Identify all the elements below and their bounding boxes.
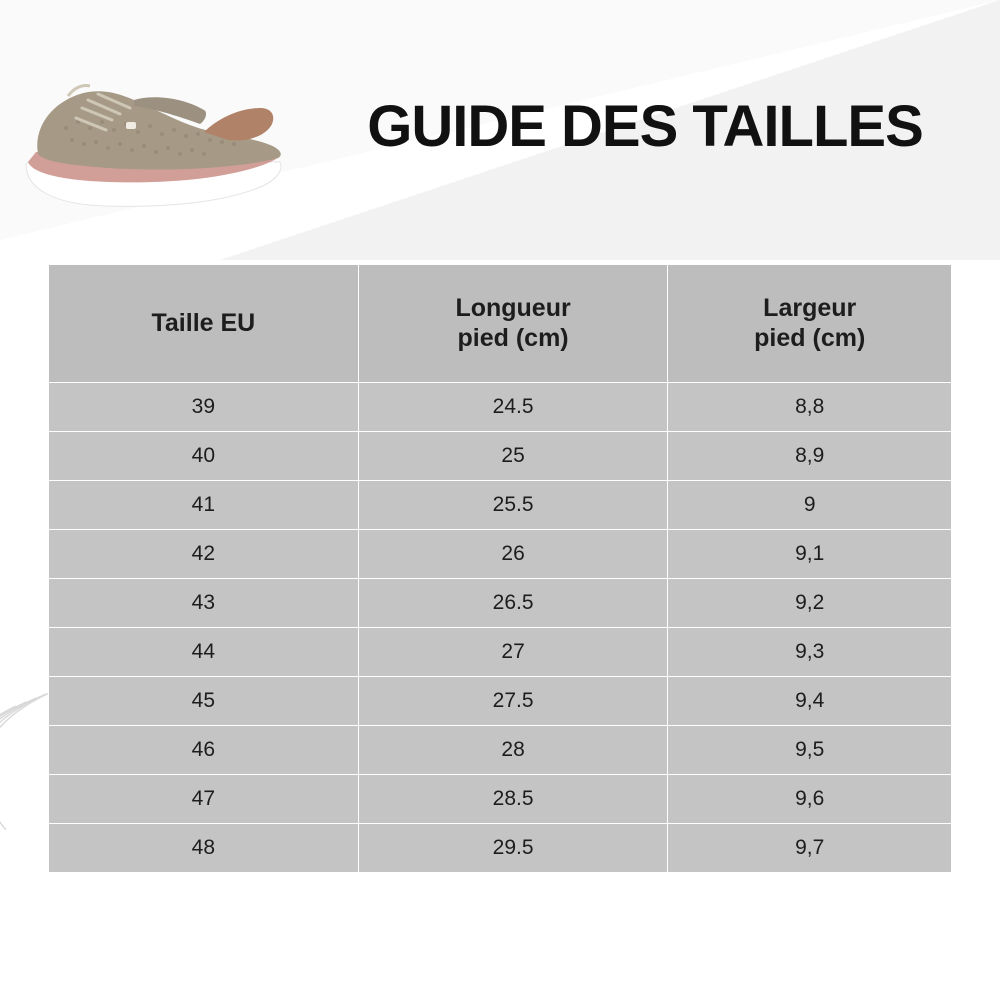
cell-foot-length: 27.5 [358,677,668,726]
table-row [49,775,952,824]
column-header-line: pied (cm) [457,323,569,352]
table-row [49,824,952,873]
cell-eu-size: 45 [49,677,359,726]
cell-eu-size: 41 [49,481,359,530]
cell-foot-width: 9,6 [668,775,952,824]
table-row [49,481,952,530]
column-header-line: Longueur [455,294,571,322]
page-title: GUIDE DES TAILLES [367,94,923,159]
table-row [49,677,952,726]
cell-foot-width: 8,9 [668,432,952,481]
table-row [49,726,952,775]
cell-eu-size: 39 [49,383,359,432]
table-header-row [49,265,952,383]
table-row [49,530,952,579]
cell-foot-length: 26.5 [358,579,668,628]
column-header-foot-length [358,265,668,383]
column-header-line: Taille EU [151,308,256,337]
cell-foot-length: 29.5 [358,824,668,873]
column-header-line: pied (cm) [754,323,866,352]
table-header [49,265,952,383]
cell-eu-size: 46 [49,726,359,775]
cell-eu-size: 47 [49,775,359,824]
cell-foot-width: 9,7 [668,824,952,873]
column-header-line: Largeur [763,294,857,322]
cell-eu-size: 43 [49,579,359,628]
product-image [8,36,298,216]
table-body [49,383,952,873]
table-row [49,383,952,432]
cell-eu-size: 42 [49,530,359,579]
cell-foot-width: 9,3 [668,628,952,677]
table-row [49,432,952,481]
table-row [49,628,952,677]
column-header-eu-size [49,265,359,383]
cell-eu-size: 44 [49,628,359,677]
cell-foot-width: 9,2 [668,579,952,628]
size-chart-table [48,264,952,873]
cell-foot-length: 27 [358,628,668,677]
cell-foot-width: 9 [668,481,952,530]
cell-foot-length: 28 [358,726,668,775]
cell-foot-length: 25.5 [358,481,668,530]
sneaker-icon [8,36,298,216]
cell-eu-size: 40 [49,432,359,481]
cell-foot-width: 9,1 [668,530,952,579]
table-row [49,579,952,628]
cell-foot-length: 25 [358,432,668,481]
cell-eu-size: 48 [49,824,359,873]
cell-foot-width: 9,4 [668,677,952,726]
column-header-foot-width [668,265,952,383]
cell-foot-length: 28.5 [358,775,668,824]
cell-foot-width: 8,8 [668,383,952,432]
cell-foot-length: 26 [358,530,668,579]
cell-foot-length: 24.5 [358,383,668,432]
cell-foot-width: 9,5 [668,726,952,775]
